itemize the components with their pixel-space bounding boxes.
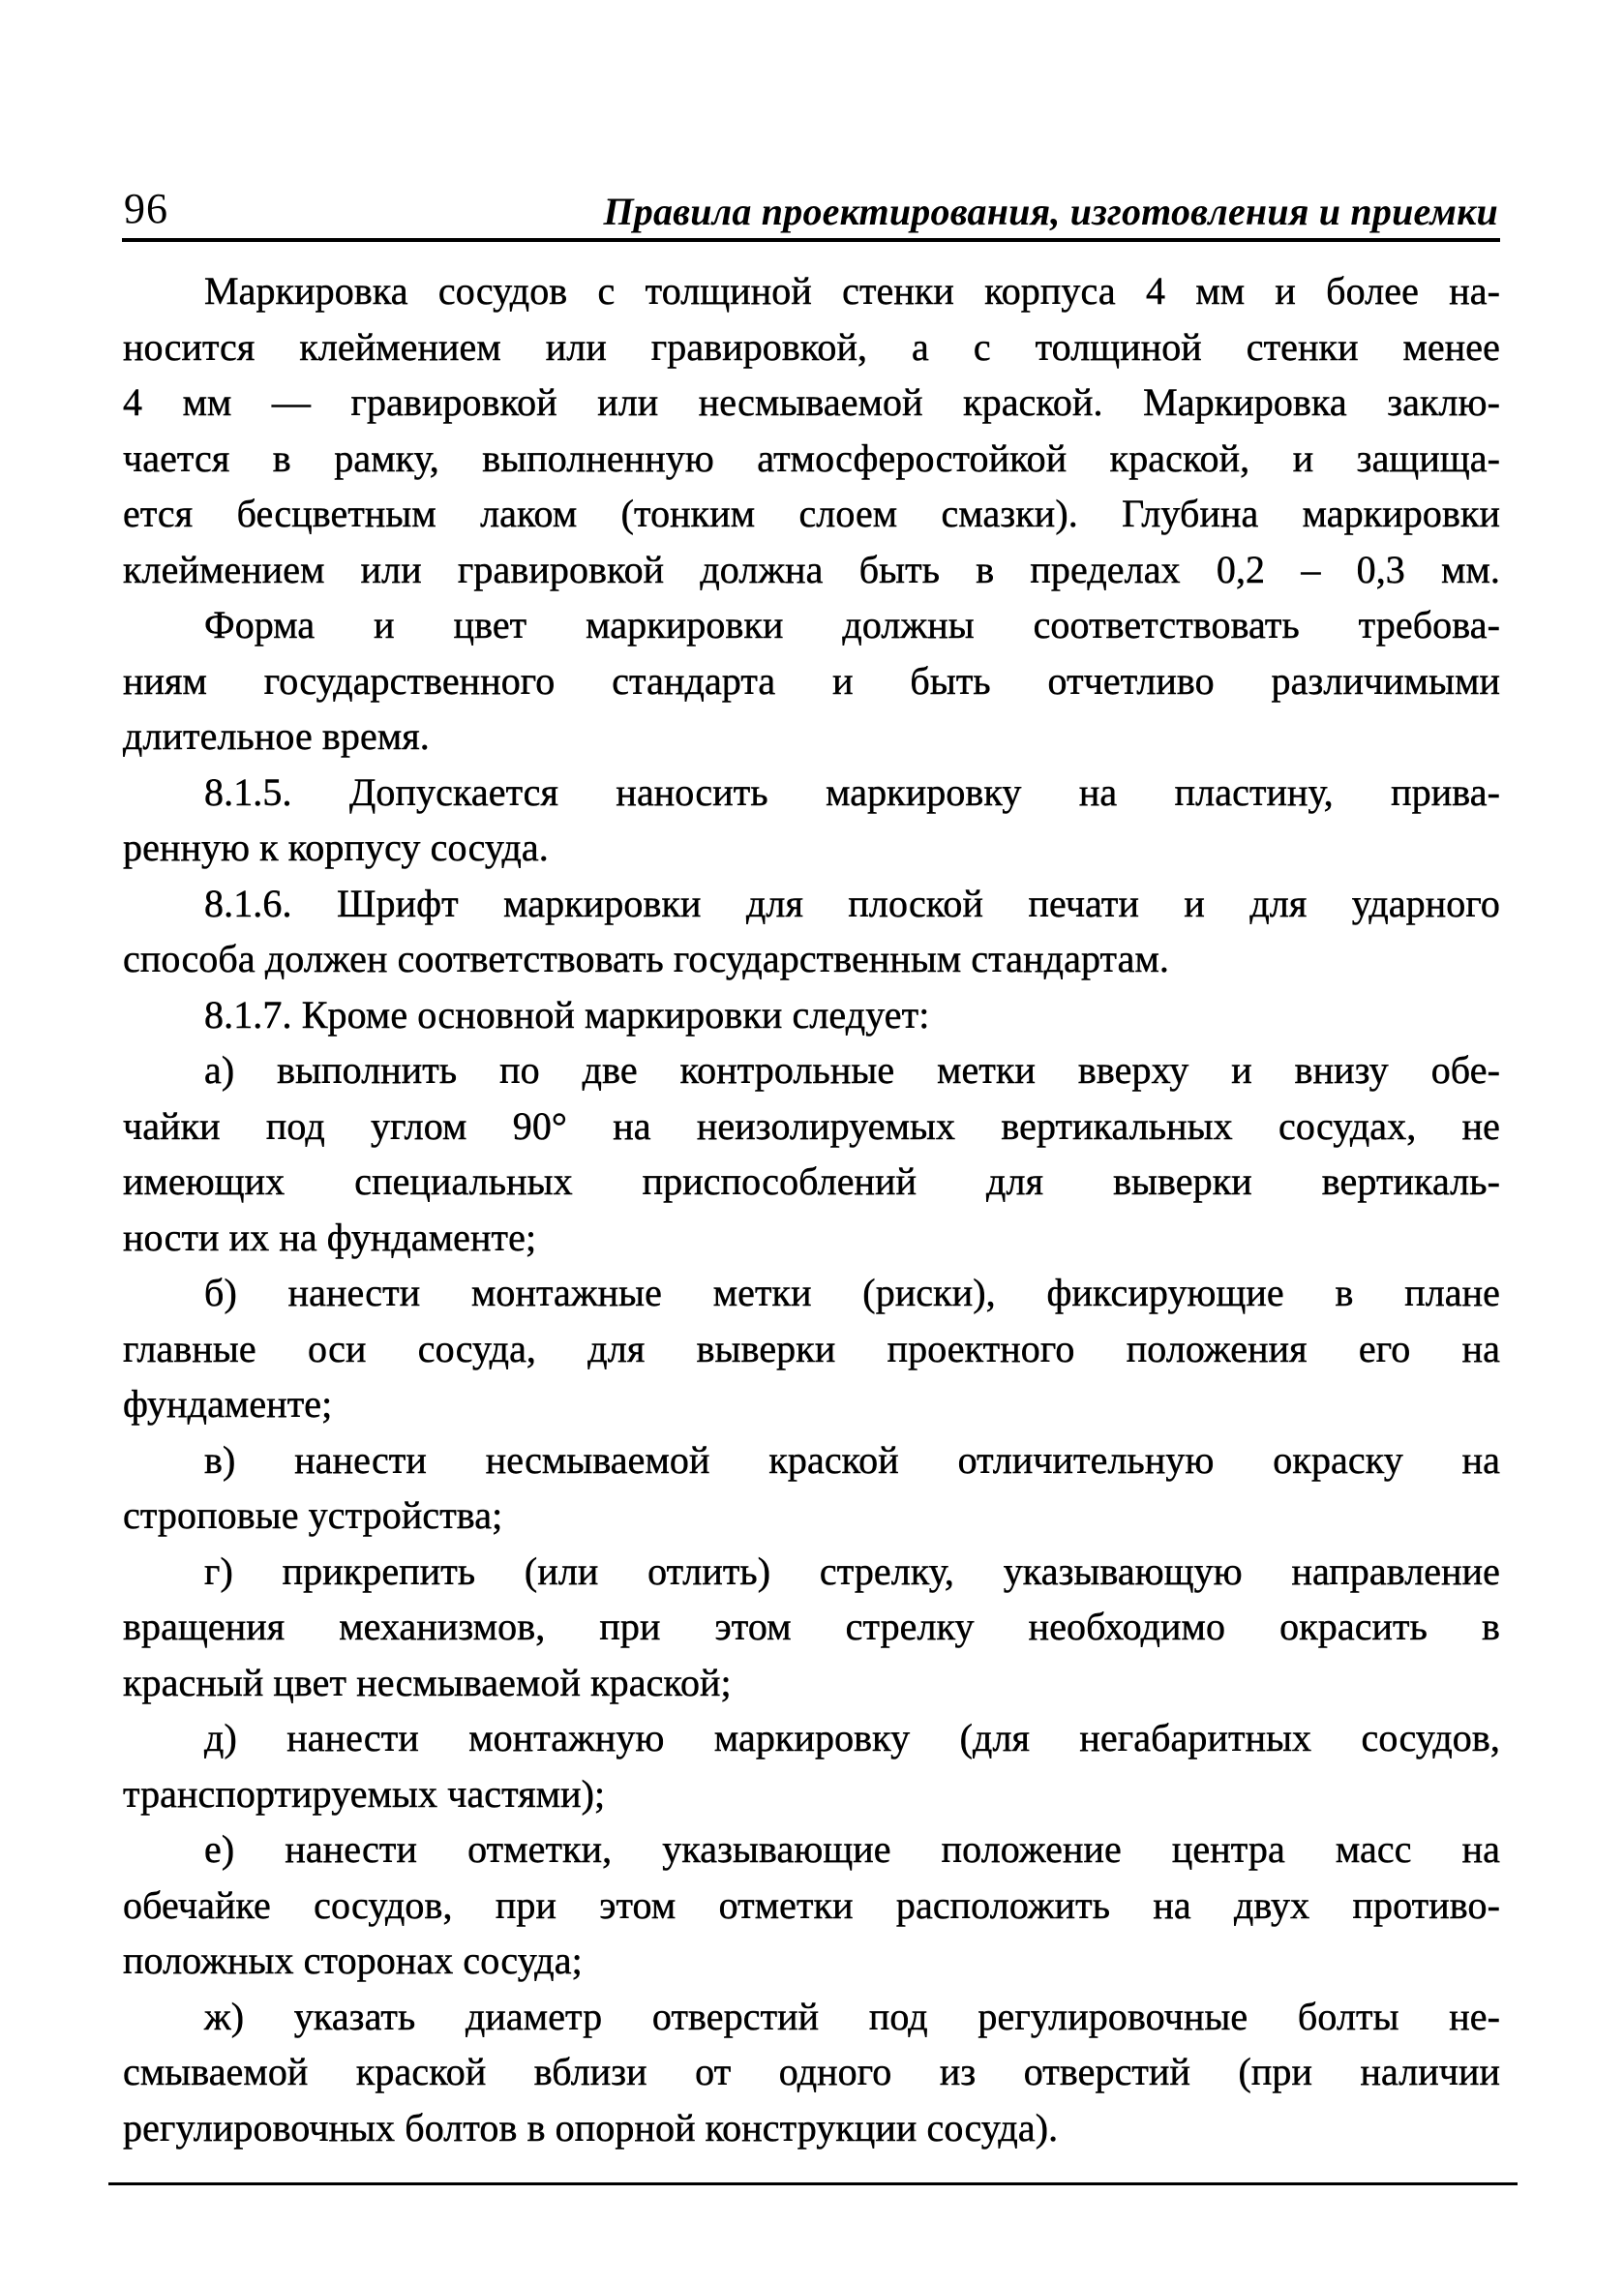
text-line: Маркировка сосудов с толщиной стенки корпуса 4 мм и более на- bbox=[204, 269, 1500, 313]
text-line: длительное время. bbox=[123, 714, 430, 758]
text-line: б) нанести монтажные метки (риски), фиксирующие в плане bbox=[204, 1271, 1500, 1314]
footer-rule bbox=[108, 2182, 1518, 2185]
text-line: ренную к корпусу сосуда. bbox=[123, 826, 549, 869]
text-line: регулировочных болтов в опорной конструкции сосуда). bbox=[123, 2105, 1059, 2150]
text-line: г) прикрепить (или отлить) стрелку, указывающую направление bbox=[204, 1548, 1500, 1593]
text-line: ж) указать диаметр отверстий под регулировочные болты не- bbox=[204, 1994, 1500, 2038]
text-line: ниям государственного стандарта и быть отчетливо различимыми bbox=[123, 658, 1500, 703]
text-line: ности их на фундаменте; bbox=[123, 1215, 537, 1259]
text-line: 8.1.6. Шрифт маркировки для плоской печати и для ударного bbox=[204, 881, 1500, 925]
text-line: главные оси сосуда, для выверки проектного положения его на bbox=[123, 1326, 1500, 1370]
text-line: 8.1.5. Допускается наносить маркировку на пластину, прива- bbox=[204, 769, 1500, 814]
text-line: е) нанести отметки, указывающие положение центра масс на bbox=[204, 1827, 1500, 1871]
text-line: ется бесцветным лаком (тонким слоем смазки). Глубина маркировки bbox=[123, 492, 1500, 535]
text-line: 8.1.7. Кроме основной маркировки следует: bbox=[204, 992, 930, 1037]
text-line: строповые устройства; bbox=[123, 1493, 503, 1537]
page-number: 96 bbox=[124, 185, 168, 232]
text-line: д) нанести монтажную маркировку (для негабаритных сосудов, bbox=[204, 1716, 1500, 1759]
text-line: чается в рамку, выполненную атмосферостойкой краской, и защища- bbox=[123, 436, 1500, 480]
text-line: положных сторонах сосуда; bbox=[123, 1939, 583, 1982]
text-line: 4 мм — гравировкой или несмываемой краской. Маркировка заклю- bbox=[123, 380, 1500, 424]
header-rule bbox=[122, 238, 1500, 242]
text-line: а) выполнить по две контрольные метки вверху и внизу обе- bbox=[204, 1048, 1500, 1092]
text-line: красный цвет несмываемой краской; bbox=[123, 1660, 732, 1704]
text-line: вращения механизмов, при этом стрелку необходимо окрасить в bbox=[123, 1605, 1500, 1648]
body-text bbox=[123, 263, 1500, 2155]
text-line: клеймением или гравировкой должна быть в пределах 0,2 – 0,3 мм. bbox=[123, 547, 1500, 591]
text-line: обечайке сосудов, при этом отметки расположить на двух противо- bbox=[123, 1882, 1500, 1927]
text-line: в) нанести несмываемой краской отличительную окраску на bbox=[204, 1437, 1500, 1482]
text-line: транспортируемых частями); bbox=[123, 1771, 606, 1816]
text-line: фундаменте; bbox=[123, 1382, 333, 1426]
text-line: способа должен соответствовать государственным стандартам. bbox=[123, 937, 1169, 980]
text-line: имеющих специальных приспособлений для выверки вертикаль- bbox=[123, 1159, 1500, 1203]
text-line: Форма и цвет маркировки должны соответствовать требова- bbox=[204, 603, 1500, 646]
text-line: смываемой краской вблизи от одного из отверстий (при наличии bbox=[123, 2050, 1500, 2093]
text-line: чайки под углом 90° на неизолируемых вертикальных сосудах, не bbox=[123, 1103, 1500, 1148]
running-title: Правила проектирования, изготовления и приемки bbox=[603, 190, 1498, 233]
text-line: носится клеймением или гравировкой, а с толщиной стенки менее bbox=[123, 324, 1500, 369]
